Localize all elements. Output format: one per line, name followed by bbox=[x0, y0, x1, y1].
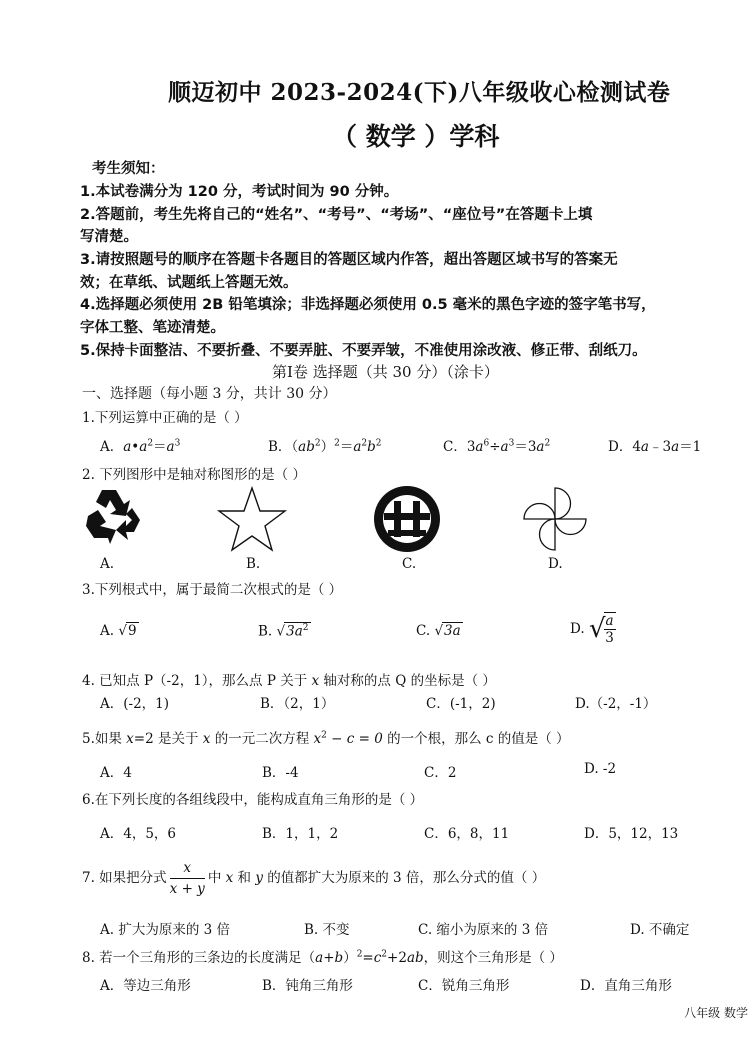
notice-item: 字体工整、笔迹清楚。 bbox=[80, 320, 225, 336]
q8-stem: 8. 若一个三角形的三条边的长度满足$(a+b)^2=c^2+2ab$，则这个三角形是（ ） bbox=[82, 949, 563, 966]
recycle-icon bbox=[82, 486, 148, 548]
q6-option-d: D．5，12，13 bbox=[584, 826, 679, 842]
q7-stem: 7. 如果把分式 $\frac{x}{x + y}$ 中 x 和 y 的值都扩大为原来的 3 倍，那么分式的值（ ） bbox=[82, 860, 546, 897]
pinwheel-icon bbox=[520, 484, 590, 554]
notice-item: 3.请按照题号的顺序在答题卡各题目的答题区域内作答，超出答题区域书写的答案无 bbox=[80, 252, 618, 268]
q4-option-d: D.（-2，-1） bbox=[575, 696, 657, 712]
notice-item: 效；在草纸、试题纸上答题无效。 bbox=[80, 275, 298, 291]
q1-option-d: D．4a﹣3a＝1 bbox=[608, 439, 702, 455]
notice-item: 4.选择题必须使用 2B 铅笔填涂；非选择题必须使用 0.5 毫米的黑色字迹的签字笔书写， bbox=[80, 297, 656, 313]
q2-label-c: C. bbox=[402, 556, 417, 572]
q8-option-c: C．锐角三角形 bbox=[418, 978, 510, 994]
q8-option-d: D．直角三角形 bbox=[580, 978, 672, 994]
page-footer: 八年级 数学 bbox=[684, 1006, 748, 1020]
q3-option-d: D. √ $\frac{a}{3}$ bbox=[570, 613, 614, 646]
q1-option-b: B．$(ab^2)^2=a^2b^2$ bbox=[268, 438, 382, 455]
notice-item: 2.答题前，考生先将自己的“姓名”、“考号”、“考场”、“座位号”在答题卡上填 bbox=[80, 207, 593, 223]
q6-option-a: A．4，5，6 bbox=[100, 826, 177, 842]
q3-option-c: C. √3a bbox=[416, 623, 461, 639]
q1-option-c: C．$3a^6\div a^3=3a^2$ bbox=[443, 438, 551, 455]
q2-label-d: D. bbox=[548, 556, 563, 572]
notice-item: 1.本试卷满分为 120 分，考试时间为 90 分钟。 bbox=[80, 184, 399, 200]
q8-option-b: B．钝角三角形 bbox=[262, 978, 353, 994]
q6-stem: 6.在下列长度的各组线段中，能构成直角三角形的是（ ） bbox=[82, 792, 424, 808]
notice-item: 写清楚。 bbox=[80, 229, 138, 245]
star-icon bbox=[216, 486, 288, 552]
q5-option-d: D. -2 bbox=[584, 761, 617, 777]
q7-option-a: A. 扩大为原来的 3 倍 bbox=[100, 922, 231, 938]
circle-logo-icon bbox=[372, 484, 442, 554]
q5-option-b: B．-4 bbox=[262, 765, 299, 781]
q2-label-a: A. bbox=[100, 556, 115, 572]
q7-option-d: D. 不确定 bbox=[630, 922, 690, 938]
notice-heading: 考生须知： bbox=[92, 161, 165, 177]
q3-option-b: B. $√3a^2$ bbox=[258, 623, 309, 640]
part1-title: 第Ⅰ卷 选择题（共 30 分）（涂卡） bbox=[272, 363, 499, 381]
q5-option-c: C．2 bbox=[424, 765, 457, 781]
q3-option-a: A. √9 bbox=[100, 623, 137, 639]
q2-stem: 2. 下列图形中是轴对称图形的是（ ） bbox=[82, 467, 306, 483]
q4-option-c: C．(-1，2) bbox=[426, 696, 496, 712]
q8-option-a: A．等边三角形 bbox=[100, 978, 191, 994]
q2-label-b: B. bbox=[246, 556, 261, 572]
q4-option-a: A．(-2，1) bbox=[100, 696, 170, 712]
q1-option-a: A．$a•a^2=a^3$ bbox=[100, 438, 181, 455]
section1-title: 一、选择题（每小题 3 分，共计 30 分） bbox=[82, 386, 337, 402]
q6-option-b: B．1，1，2 bbox=[262, 826, 339, 842]
exam-title: 顺迈初中 2023-2024(下)八年级收心检测试卷 bbox=[168, 79, 671, 106]
q4-option-b: B．（2，1） bbox=[260, 696, 335, 712]
q1-stem: 1.下列运算中正确的是（ ） bbox=[82, 410, 248, 426]
q4-stem: 4. 已知点 P（-2，1），那么点 P 关于 x 轴对称的点 Q 的坐标是（ ） bbox=[82, 673, 496, 689]
q3-stem: 3.下列根式中，属于最简二次根式的是（ ） bbox=[82, 582, 343, 598]
q7-option-c: C. 缩小为原来的 3 倍 bbox=[418, 922, 549, 938]
q5-stem: 5.如果 x=2 是关于 x 的一元二次方程 $x^2 - c = 0$ 的一个根，那么 c 的值是（ ） bbox=[82, 730, 570, 747]
subject-line: （ 数学 ）学科 bbox=[332, 122, 500, 151]
q6-option-c: C．6，8，11 bbox=[424, 826, 510, 842]
notice-item: 5.保持卡面整洁、不要折叠、不要弄脏、不要弄皱，不准使用涂改液、修正带、刮纸刀。 bbox=[80, 343, 647, 359]
q7-option-b: B. 不变 bbox=[304, 922, 350, 938]
q5-option-a: A．4 bbox=[100, 765, 132, 781]
